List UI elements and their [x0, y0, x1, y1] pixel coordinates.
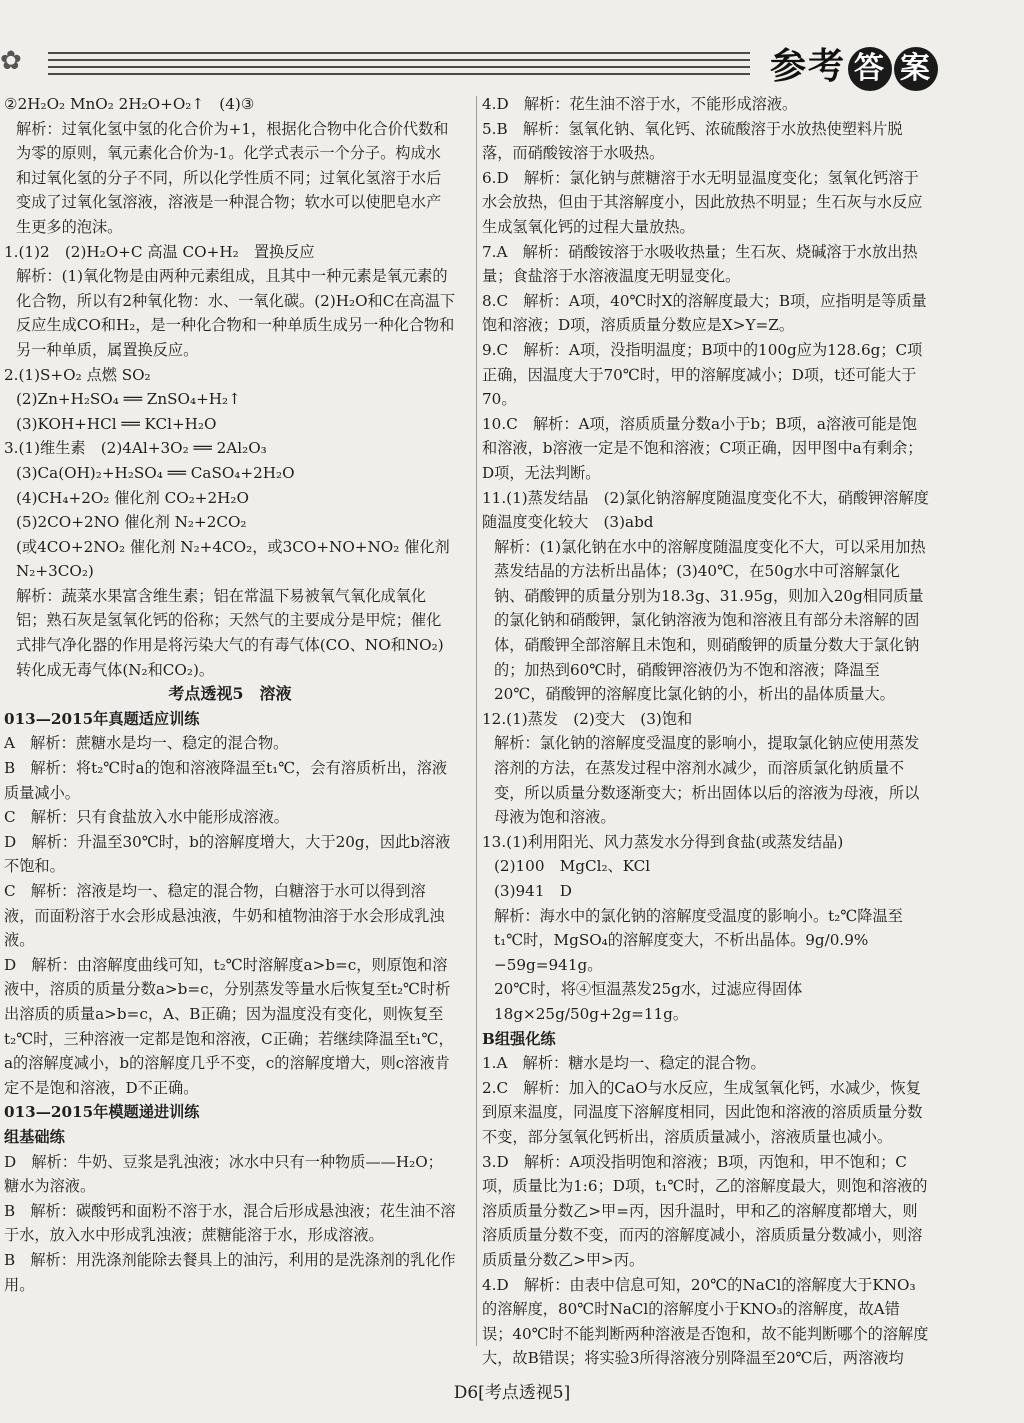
- equation: (或4CO+2NO₂ 催化剂 N₂+4CO₂，或3CO+NO+NO₂ 催化剂 N₂+3CO₂): [16, 537, 450, 581]
- logo-circle-char: 案: [894, 47, 938, 91]
- answer: B 解析：将t₂℃时a的饱和溶液降温至t₁℃，会有溶质析出，溶液质量减小。: [4, 759, 448, 802]
- answer: B 解析：碳酸钙和面粉不溶于水，混合后形成悬浊液；花生油不溶于水，放入水中形成乳浊液；蔗糖能溶于水，形成溶液。: [4, 1201, 456, 1245]
- answer: 5.B 解析：氢氧化钠、氧化钙、浓硫酸溶于水放热使塑料片脱落，而硝酸铵溶于水吸热。: [482, 119, 903, 163]
- analysis: 20℃时，将④恒温蒸发25g水，过滤应得固体18g×25g/50g+2g=11g。: [494, 980, 803, 1023]
- answer: 10.C 解析：A项，溶质质量分数a小于b；B项，a溶液可能是饱和溶液，b溶液一定是不饱和溶液；C项正确，因甲图中a有剩余；D项，无法判断。: [482, 414, 923, 482]
- column-divider: [476, 96, 477, 1346]
- analysis: 解析：(1)氧化物是由两种元素组成，且其中一种元素是氧元素的化合物，所以有2种氧化物：水、一氧化碳。(2)H₂O和C在高温下反应生成CO和H₂，是一种化合物和一种单质生成另一种化合物和另一种单质，属置换反应。: [16, 267, 456, 359]
- section-title: 考点透视5 溶液: [168, 684, 292, 704]
- answer: 8.C 解析：A项，40℃时X的溶解度最大；B项，应指明是等质量饱和溶液；D项，溶质质量分数应是X>Y=Z。: [482, 291, 927, 335]
- answer: 2.(1)S+O₂ 点燃 SO₂: [4, 365, 151, 384]
- line: ②2H₂O₂ MnO₂ 2H₂O+O₂↑ (4)③: [4, 95, 255, 113]
- answer: (2)100 MgCl₂、KCl: [494, 857, 651, 876]
- answer: 12.(1)蒸发 (2)变大 (3)饱和: [482, 709, 693, 728]
- group-title: 组基础练: [4, 1127, 65, 1146]
- gear-icon: ✿: [0, 46, 22, 76]
- answer: D 解析：由溶解度曲线可知，t₂℃时溶解度a>b=c，则原饱和溶液中，溶质的质量分数a>b=c，分别蒸发等量水后恢复至t₂℃时析出溶质的质量a>b=c，A、B正确；因为温度没有变化，则恢复至t₂℃时，三种溶液一定都是饱和溶液，C正确；若继续降温至t₁℃，a的溶解度减小，b的溶解度几乎不变，c的溶解度增大，则c溶液肯定不是饱和溶液，D不正确。: [4, 955, 454, 1097]
- answer: D 解析：牛奶、豆浆是乳浊液；冰水中只有一种物质——H₂O；糖水为溶液。: [4, 1152, 443, 1196]
- answer: (3)941 D: [494, 882, 572, 900]
- answer: 6.D 解析：氯化钠与蔗糖溶于水无明显温度变化；氢氧化钙溶于水会放热，但由于其溶解度小，因此放热不明显；生石灰与水反应生成氢氧化钙的过程大量放热。: [482, 168, 923, 236]
- answer: 3.(1)维生素 (2)4Al+3O₂ ══ 2Al₂O₃: [4, 439, 267, 458]
- answer: B 解析：用洗涤剂能除去餐具上的油污，利用的是洗涤剂的乳化作用。: [4, 1250, 456, 1294]
- answer: 1.A 解析：糖水是均一、稳定的混合物。: [482, 1054, 766, 1073]
- answer: 4.D 解析：由表中信息可知，20℃的NaCl的溶解度大于KNO₃的溶解度，80℃时NaCl的溶解度小于KNO₃的溶解度，故A错误；40℃时不能判断两种溶液是否饱和，故不能判断哪个的溶解度大，故B错误；将实验3所得溶液分别降温至20℃后，两溶液均: [482, 1275, 929, 1368]
- answer: 13.(1)利用阳光、风力蒸发水分得到食盐(或蒸发结晶): [482, 832, 844, 851]
- equation: (2)Zn+H₂SO₄ ══ ZnSO₄+H₂↑: [16, 390, 241, 409]
- analysis: 解析：过氧化氢中氢的化合价为+1，根据化合物中化合价代数和为零的原则，氧元素化合价为-1。化学式表示一个分子。构成水和过氧化氢的分子不同，所以化学性质不同；过氧化氢溶于水后变成了过氧化氢溶液，溶液是一种混合物；软水可以使肥皂水产生更多的泡沫。: [16, 119, 449, 236]
- answer: 4.D 解析：花生油不溶于水，不能形成溶液。: [482, 95, 798, 113]
- answer: 11.(1)蒸发结晶 (2)氯化钠溶解度随温度变化不大，硝酸钾溶解度随温度变化较大 (3)abd: [482, 488, 929, 532]
- answer-key-logo: [770, 38, 938, 91]
- logo-circle-char: 答: [848, 47, 892, 91]
- answer: C 解析：溶液是均一、稳定的混合物，白糖溶于水可以得到溶液，而面粉溶于水会形成悬浊液，牛奶和植物油溶于水会形成乳浊液。: [4, 882, 445, 950]
- answer: C 解析：只有食盐放入水中能形成溶液。: [4, 808, 289, 827]
- group-title: B组强化练: [482, 1029, 556, 1048]
- equation: (5)2CO+2NO 催化剂 N₂+2CO₂: [16, 513, 247, 532]
- equation: (3)Ca(OH)₂+H₂SO₄ ══ CaSO₄+2H₂O: [16, 463, 295, 482]
- answer: 9.C 解析：A项，没指明温度；B项中的100g应为128.6g；C项正确，因温度大于70℃时，甲的溶解度减小；D项，t还可能大于70。: [482, 340, 923, 409]
- subsection-title: 013—2015年模题递进训练: [4, 1103, 200, 1122]
- right-column: [482, 92, 930, 1371]
- answer: 1.(1)2 (2)H₂O+C 高温 CO+H₂ 置换反应: [4, 242, 315, 261]
- answer: A 解析：蔗糖水是均一、稳定的混合物。: [4, 734, 289, 753]
- logo-text: 参考: [770, 45, 847, 87]
- analysis: 解析：蔬菜水果富含维生素；铝在常温下易被氧气氧化成氧化铝；熟石灰是氢氧化钙的俗称；天然气的主要成分是甲烷；催化式排气净化器的作用是将污染大气的有毒气体(CO、NO和NO₂)转化成无毒气体(N₂和CO₂)。: [16, 586, 444, 679]
- analysis: 解析：(1)氯化钠在水中的溶解度随温度变化不大，可以采用加热蒸发结晶的方法析出晶体；(3)40℃，在50g水中可溶解氯化钠、硝酸钾的质量分别为18.3g、31.95g，则加入20g相同质量的氯化钠和硝酸钾，氯化钠溶液为饱和溶液且有部分未溶解的固体，硝酸钾全部溶解且未饱和，则硝酸钾的质量分数大于氯化钠的；加热到60℃时，硝酸钾溶液仍为不饱和溶液；降温至20℃，硝酸钾的溶解度比氯化钠的小，析出的晶体质量大。: [494, 537, 926, 704]
- page-footer: D6[考点透视5]: [453, 1383, 571, 1403]
- answer: 3.D 解析：A项没指明饱和溶液；B项，丙饱和，甲不饱和；C项，质量比为1:6；D项，t₁℃时，乙的溶解度最大，则饱和溶液的溶质质量分数乙>甲=丙，因升温时，甲和乙的溶解度都增大，则溶质质量分数不变，而丙的溶解度减小，溶质质量分数减小，则溶质质量分数乙>甲>丙。: [482, 1152, 928, 1269]
- equation: (4)CH₄+2O₂ 催化剂 CO₂+2H₂O: [16, 488, 249, 507]
- answer: D 解析：升温至30℃时，b的溶解度增大，大于20g，因此b溶液不饱和。: [4, 832, 451, 876]
- analysis: 解析：氯化钠的溶解度受温度的影响小，提取氯化钠应使用蒸发溶剂的方法，在蒸发过程中溶剂水减少，而溶质氯化钠质量不变，所以质量分数逐渐变大；析出固体以后的溶液为母液，所以母液为饱和溶液。: [494, 734, 920, 827]
- analysis: 解析：海水中的氯化钠的溶解度受温度的影响小。t₂℃降温至t₁℃时，MgSO₄的溶解度变大，不析出晶体。9g/0.9%−59g=941g。: [494, 906, 903, 974]
- left-column: [4, 92, 456, 1297]
- equation: (3)KOH+HCl ══ KCl+H₂O: [16, 414, 217, 433]
- header-rule-lines: [48, 52, 750, 80]
- answer: 7.A 解析：硝酸铵溶于水吸收热量；生石灰、烧碱溶于水放出热量；食盐溶于水溶液温度无明显变化。: [482, 242, 918, 286]
- subsection-title: 013—2015年真题适应训练: [4, 709, 200, 728]
- page-header: [0, 0, 1024, 100]
- answer: 2.C 解析：加入的CaO与水反应，生成氢氧化钙，水减少，恢复到原来温度，同温度下溶解度相同，因此饱和溶液的溶质质量分数不变，部分氢氧化钙析出，溶质质量减小，溶液质量也减小。: [482, 1078, 923, 1146]
